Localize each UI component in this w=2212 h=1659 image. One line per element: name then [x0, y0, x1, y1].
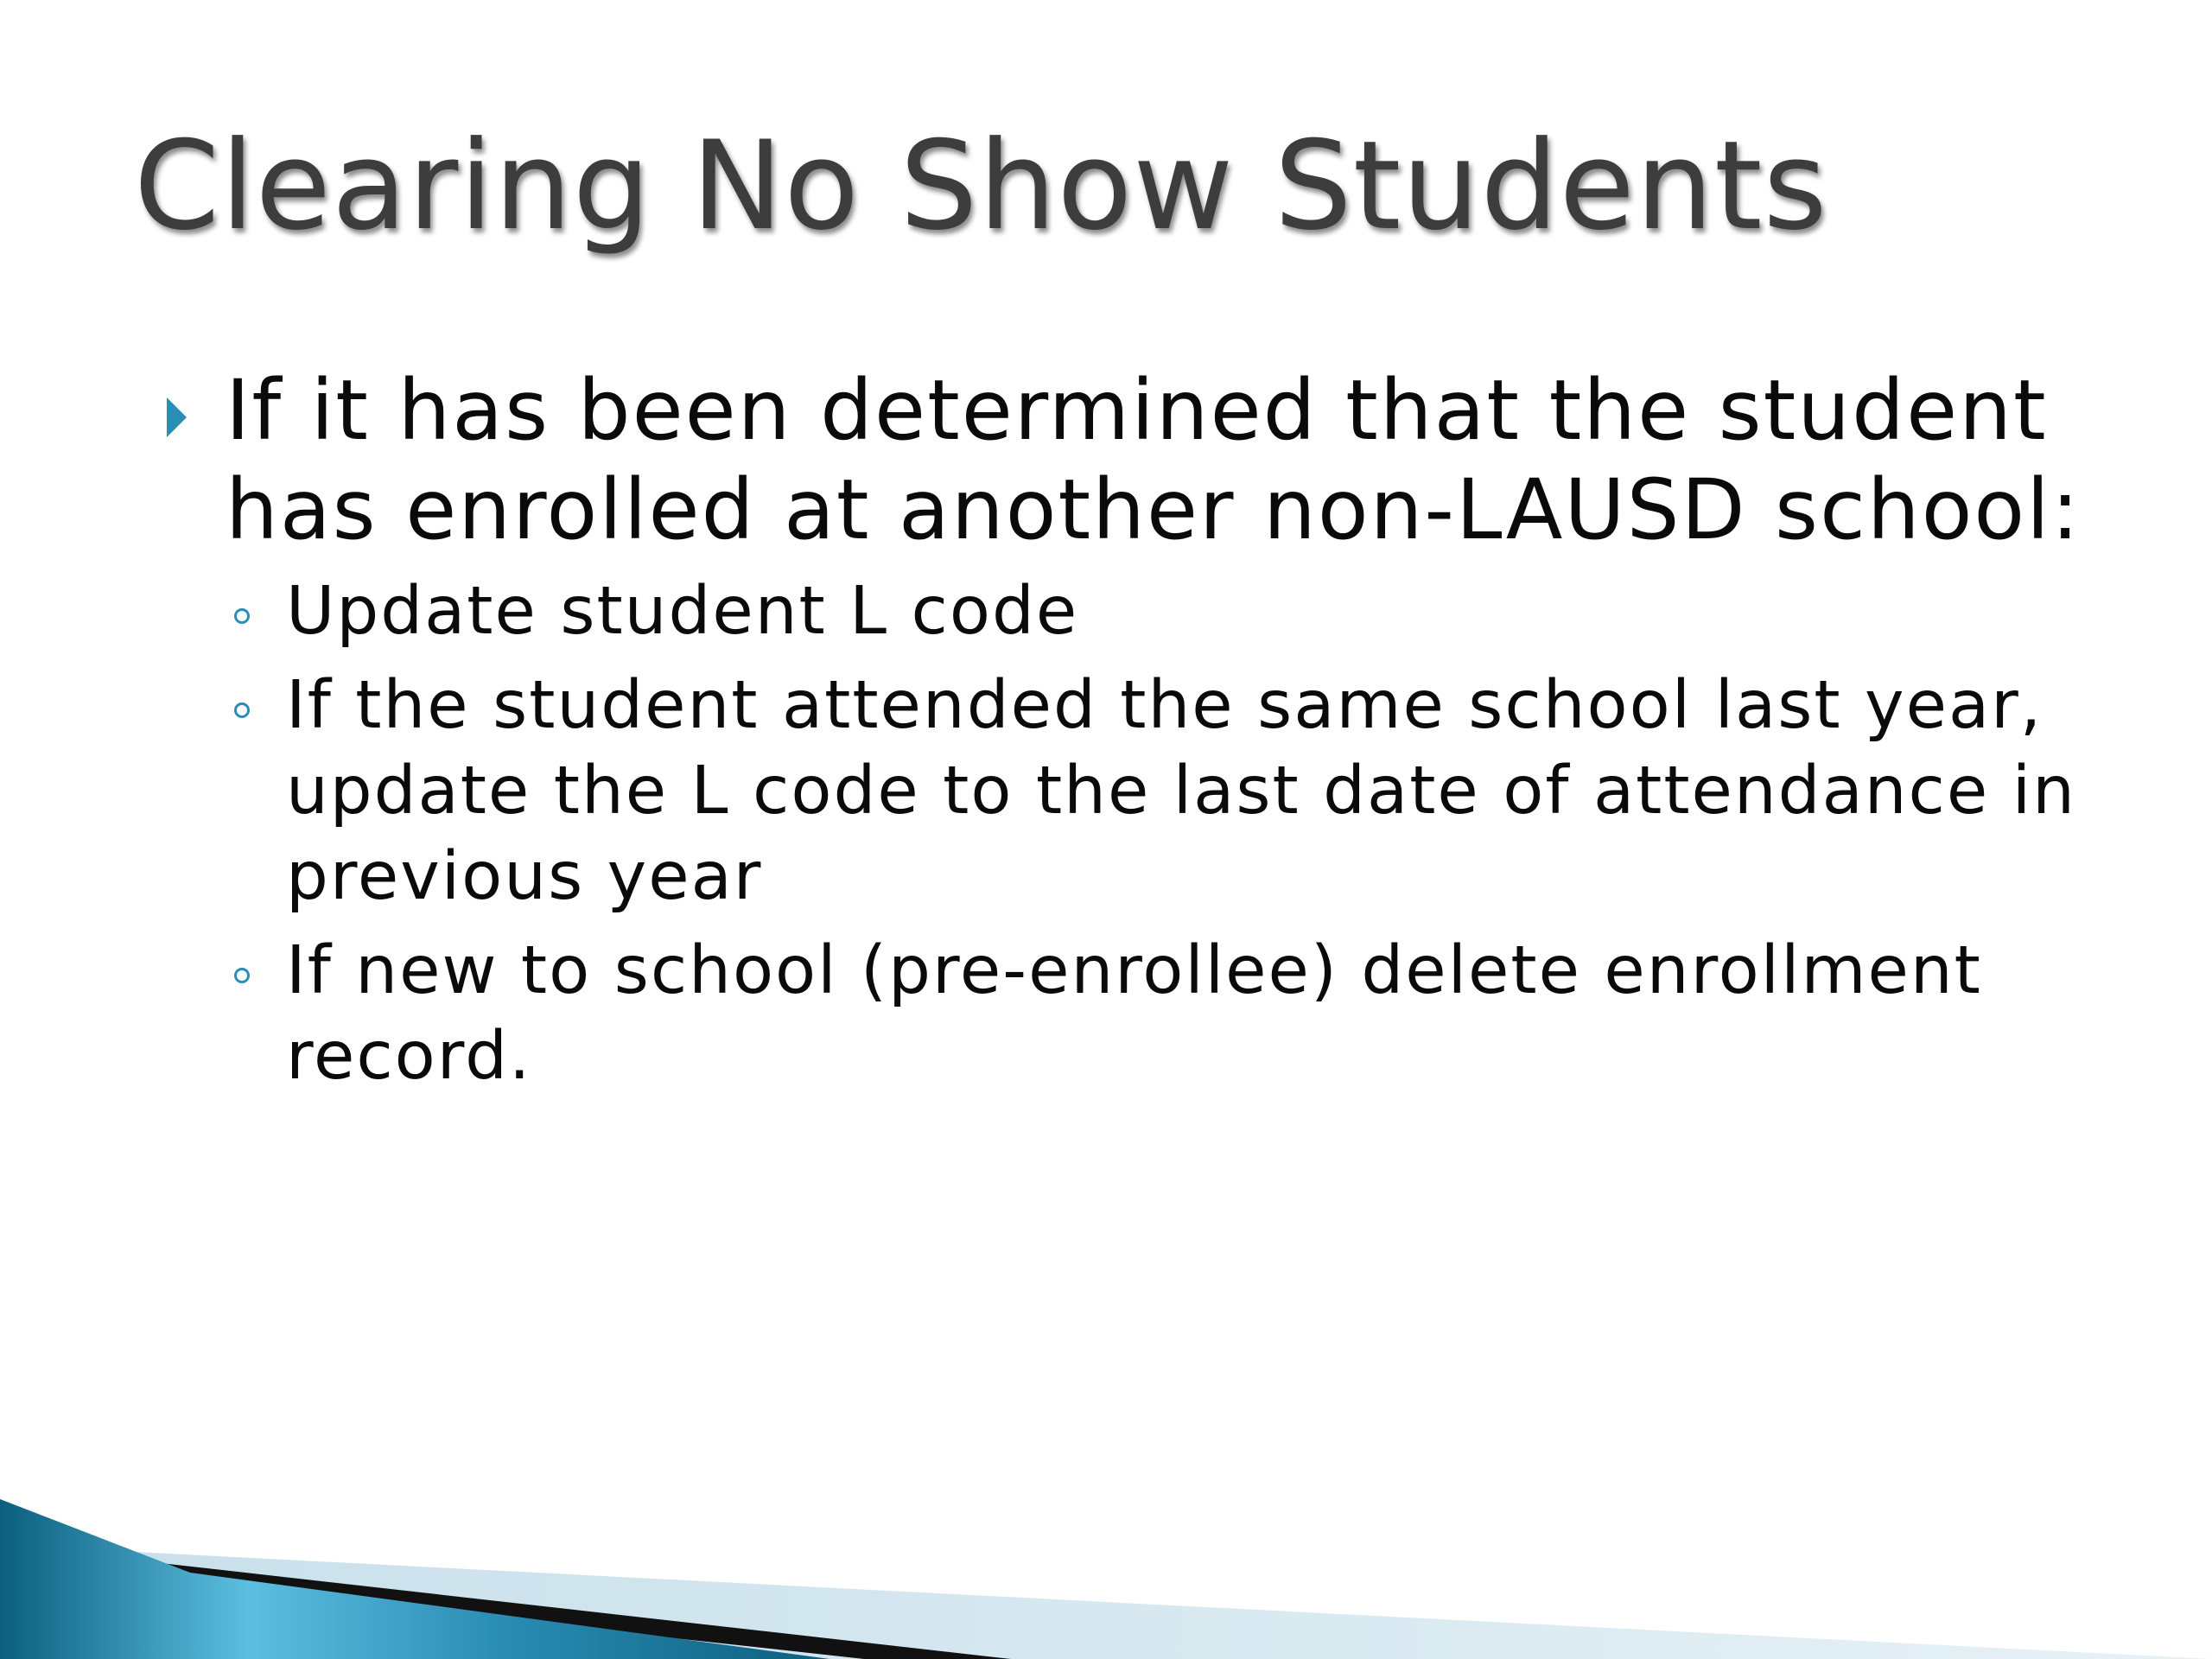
sub-bullet-text: If new to school (pre-enrollee) delete enrollment record.	[286, 932, 1982, 1095]
sub-bullet-item	[160, 663, 2113, 919]
triangle-right-icon	[167, 397, 187, 437]
slide-body	[160, 361, 2113, 1108]
sub-bullet-list	[160, 569, 2113, 1099]
ring-icon	[234, 608, 250, 624]
sub-bullet-text: If the student attended the same school last year, update the L code to the last date of attendance in previous year	[286, 667, 2076, 915]
bullet-text: If it has been determined that the student has enrolled at another non-LAUSD school:	[226, 362, 2082, 558]
sub-bullet-item	[160, 928, 2113, 1099]
decorative-wave-graphic	[0, 1313, 2212, 1659]
slide-title: Clearing No Show Students	[134, 115, 1828, 257]
sub-bullet-item	[160, 569, 2113, 654]
ring-icon	[234, 968, 250, 983]
bullet-item	[160, 361, 2113, 560]
ring-icon	[234, 702, 250, 718]
sub-bullet-text: Update student L code	[286, 573, 1079, 650]
